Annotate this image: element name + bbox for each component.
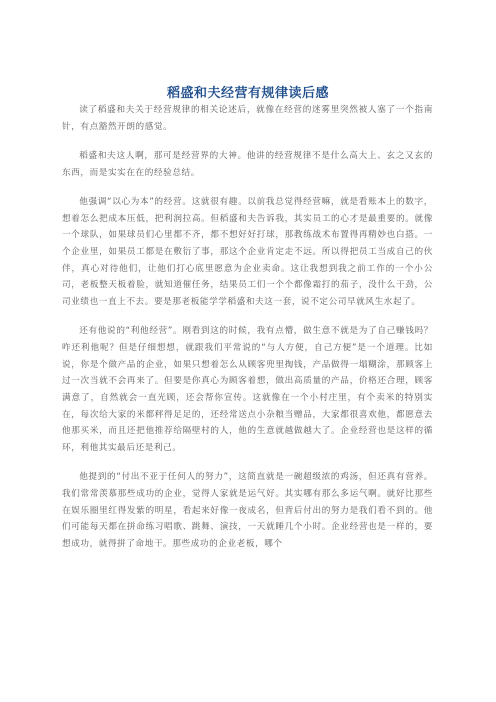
paragraph-4: 还有他说的“利他经营”。刚看到这的时候，我有点懵，做生意不就是为了自己赚钱吗？咋还利他呢？但是仔细想想，就跟我们平常说的“与人方便，自己方便”是一个道理。比如说，你是个做产品的企业，如果只想着怎么从顾客兜里掏钱，产品做得一塌糊涂，那顾客上过一次当就不会再来了。但要是你真心为顾客着想，做出高质量的产品，价格还合理，顾客满意了，自然就会一直光顾，还会帮你宣传。这就像在一个小村庄里，有个卖米的特别实在，每次给大家的米都秤得足足的，还经常送点小杂粮当赠品，大家都很喜欢他，都愿意去他那买米，而且还把他推荐给隔壁村的人，他的生意就越做越大了。企业经营也是这样的循环，利他其实最后还是利己。 — [62, 326, 433, 454]
paragraph-3: 他强调“以心为本”的经营。这就很有趣。以前我总觉得经营嘛，就是看账本上的数字，想着怎么把成本压低，把利润拉高。但稻盛和夫告诉我，其实员工的心才是最重要的。就像一个球队，如果球员们心里都不齐，都不想好好打球，那教练战术布置得再精妙也白搭。一个企业里，如果员工都是在敷衍了事，那这个企业肯定走不远。所以得把员工当成自己的伙伴，真心对待他们，让他们打心底里愿意为企业卖命。这让我想到我之前工作的一个小公司，老板整天板着脸，就知道催任务，结果员工们一个个都像霜打的茄子，没什么干劲，公司业绩也一直上不去。要是那老板能学学稻盛和夫这一套，说不定公司早就风生水起了。 — [62, 196, 433, 308]
paragraph-5: 他提到的“付出不亚于任何人的努力”，这简直就是一碗超级浓的鸡汤，但还真有营养。我们常常羡慕那些成功的企业，觉得人家就是运气好。其实哪有那么多运气啊。就好比那些在娱乐圈里红得发紫的明星，看起来好像一夜成名，但背后付出的努力是我们看不到的。他们可能每天都在拼命练习唱歌、跳舞、演技，一天就睡几个小时。企业经营也是一样的，要想成功，就得拼了命地干。那些成功的企业老板，哪个 — [62, 472, 433, 550]
paragraph-1: 读了稻盛和夫关于经营规律的相关论述后，就像在经营的迷雾里突然被人塞了一个指南针，有点豁然开朗的感觉。 — [62, 105, 433, 132]
document-body — [62, 102, 433, 565]
document-title: 稻盛和夫经营有规律读后感 — [166, 86, 329, 101]
paragraph-2: 稻盛和夫这人啊，那可是经营界的大神。他讲的经营规律不是什么高大上、玄之又玄的东西，而是实实在在的经验总结。 — [62, 150, 433, 178]
